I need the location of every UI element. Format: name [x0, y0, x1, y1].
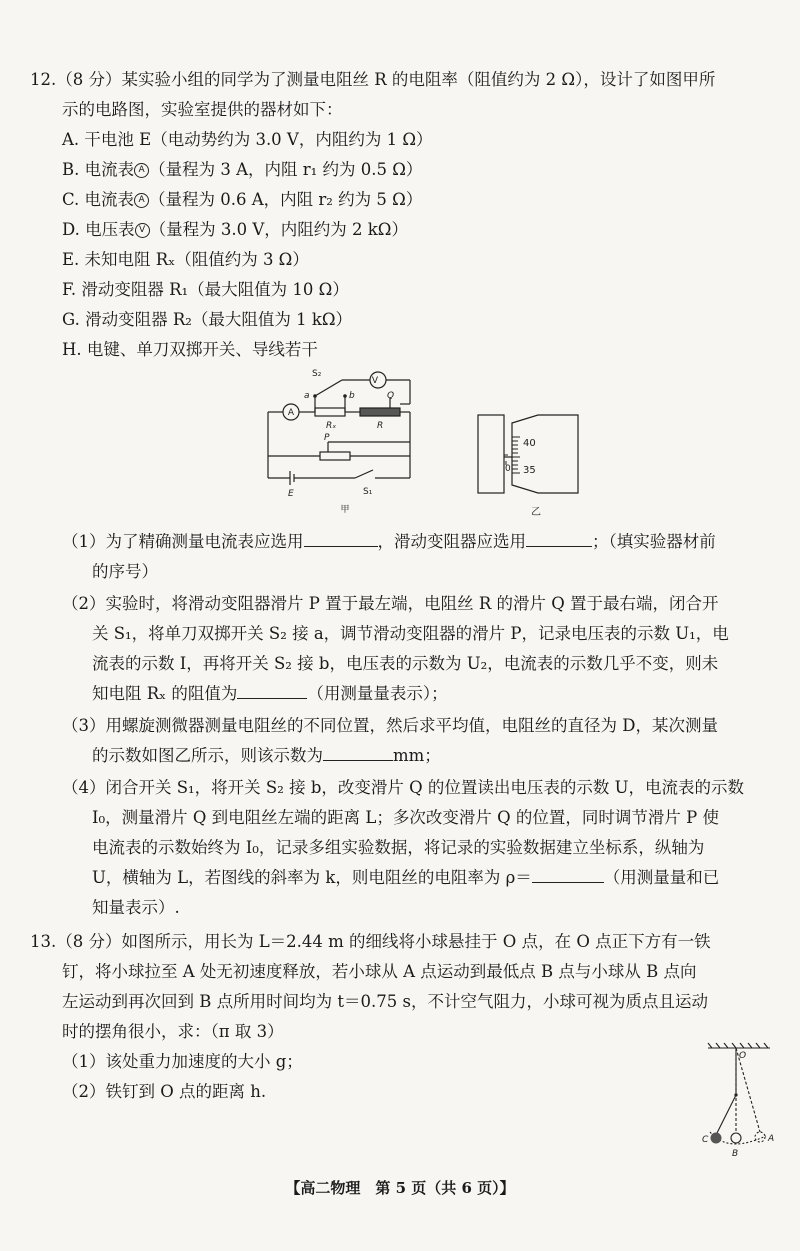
q13-stem-line-1: 13.（8 分）如图所示，用长为 L＝2.44 m 的细线将小球悬挂于 O 点，在 O 点正下方有一铁	[30, 932, 711, 951]
part3-text-b: mm；	[393, 746, 441, 765]
nail	[734, 1093, 737, 1096]
ball-at-b	[731, 1133, 741, 1143]
ammeter-a2-symbol: A	[134, 193, 149, 208]
q12-option-d	[62, 218, 408, 242]
q12-option-c	[62, 188, 422, 212]
label-c-point: C	[702, 1135, 709, 1145]
label-b: b	[349, 391, 355, 401]
label-b-point: B	[732, 1149, 739, 1159]
option-c-label: C. 电流表	[62, 190, 135, 209]
q12-option-a: A. 干电池 E（电动势约为 3.0 V，内阻约为 1 Ω）	[62, 130, 433, 149]
q13-sub-2: （2）铁钉到 O 点的距离 h.	[62, 1082, 267, 1101]
micrometer-thimble	[512, 415, 578, 493]
label-s1: S₁	[363, 487, 373, 497]
q12-part-4-line-4	[92, 866, 719, 890]
q12-stem-line-1: 12.（8 分）某实验小组的同学为了测量电阻丝 R 的电阻率（阻值约为 2 Ω），设计了如图甲所	[30, 70, 716, 89]
answer-blank-rheostat[interactable]	[526, 530, 592, 547]
q12-option-e: E. 未知电阻 Rₓ（阻值约为 3 Ω）	[62, 250, 309, 269]
ammeter-a1-symbol: A	[134, 163, 149, 178]
answer-blank-rx[interactable]	[237, 682, 307, 699]
q12-part-4-line-3: 电流表的示数始终为 I₀，记录多组实验数据，将记录的实验数据建立坐标系，纵轴为	[92, 838, 705, 857]
label-o: O	[739, 1051, 747, 1061]
rheostat	[320, 452, 350, 460]
option-d-text: （量程为 3.0 V，内阻约为 2 kΩ）	[149, 220, 408, 239]
micrometer-tick-40: 40	[523, 438, 536, 449]
q12-part-2-line-3: 流表的示数 I，再将开关 S₂ 接 b，电压表的示数为 U₂，电流表的示数几乎不变，则未	[92, 654, 719, 673]
label-p: P	[324, 433, 330, 443]
label-a: a	[304, 391, 310, 401]
label-r: R	[377, 421, 384, 431]
q12-option-b	[62, 158, 422, 182]
q12-part-2-line-1: （2）实验时，将滑动变阻器滑片 P 置于最左端，电阻丝 R 的滑片 Q 置于最右端，闭合开	[62, 594, 719, 613]
q12-part-4-line-5: 知量表示）.	[92, 898, 180, 917]
q13-stem-line-3: 左运动到再次回到 B 点所用时间均为 t＝0.75 s，不计空气阻力，小球可视为质点且运动	[62, 992, 708, 1011]
micrometer-diagram	[468, 405, 618, 521]
rx-resistor	[315, 408, 345, 416]
q13-stem-line-4: 时的摆角很小，求：（π 取 3）	[62, 1022, 284, 1041]
micrometer-main-zero: 0	[505, 464, 511, 474]
option-b-text: （量程为 3 A，内阻 r₁ 约为 0.5 Ω）	[149, 160, 423, 179]
option-b-label: B. 电流表	[62, 160, 135, 179]
part4-text-a: U，横轴为 L，若图线的斜率为 k，则电阻丝的电阻率为 ρ＝	[92, 868, 532, 887]
part2-text-b: （用测量量表示）；	[307, 684, 448, 703]
part1-text-a: （1）为了精确测量电流表应选用	[62, 532, 304, 551]
ball-at-c	[711, 1133, 722, 1144]
switch-s2	[315, 380, 342, 396]
option-c-text: （量程为 0.6 A，内阻 r₂ 约为 5 Ω）	[149, 190, 423, 209]
part1-text-b: ，滑动变阻器应选用	[377, 532, 526, 551]
q12-part-4-line-2: I₀，测量滑片 Q 到电阻丝左端的距离 L；多次改变滑片 Q 的位置，同时调节滑片 P 使	[92, 808, 719, 827]
label-rx: Rₓ	[326, 421, 337, 431]
voltmeter-symbol: V	[135, 223, 150, 238]
circuit-diagram	[260, 368, 430, 518]
answer-blank-resistivity[interactable]	[532, 866, 604, 883]
ball-at-a	[755, 1132, 765, 1142]
q12-option-h: H. 电键、单刀双掷开关、导线若干	[62, 340, 318, 359]
answer-blank-ammeter[interactable]	[304, 530, 378, 547]
switch-s1	[355, 470, 373, 478]
label-ammeter: A	[287, 408, 295, 418]
q12-option-g: G. 滑动变阻器 R₂（最大阻值为 1 kΩ）	[62, 310, 353, 329]
label-v: V	[371, 376, 379, 386]
micrometer-frame	[478, 415, 504, 493]
q12-part-1-cont: 的序号）	[92, 562, 158, 581]
label-e: E	[288, 489, 294, 499]
label-q: Q	[387, 391, 395, 401]
q12-part-2-line-4	[92, 682, 448, 706]
part2-text-a: 知电阻 Rₓ 的阻值为	[92, 684, 238, 703]
fig-label-jia: 甲	[340, 505, 350, 515]
micrometer-tick-35: 35	[523, 465, 536, 476]
page-footer: 【高二物理 第 5 页（共 6 页）】	[285, 1179, 515, 1197]
q12-part-2-line-2: 关 S₁，将单刀双掷开关 S₂ 接 a，调节滑动变阻器的滑片 P，记录电压表的示数 U₁，电	[92, 624, 729, 643]
q13-stem-line-2: 钉，将小球拉至 A 处无初速度释放，若小球从 A 点运动到最低点 B 点与小球从 B 点向	[62, 962, 697, 981]
q12-part-3-line-1: （3）用螺旋测微器测量电阻丝的不同位置，然后求平均值，电阻丝的直径为 D，某次测量	[62, 716, 718, 735]
string-to-c	[716, 1095, 736, 1135]
q12-part-3-line-2	[92, 744, 441, 768]
q12-part-1	[62, 530, 716, 554]
part4-text-b: （用测量量和已	[603, 868, 720, 887]
label-a-point: A	[768, 1134, 775, 1144]
q12-part-4-line-1: （4）闭合开关 S₁，将开关 S₂ 接 b，改变滑片 Q 的位置读出电压表的示数 U，电流表的示数	[62, 778, 745, 797]
fig-label-yi: 乙	[531, 507, 541, 518]
option-d-label: D. 电压表	[62, 220, 135, 239]
pendulum-diagram	[690, 1040, 790, 1160]
part3-text-a: 的示数如图乙所示，则该示数为	[92, 746, 323, 765]
q12-option-f: F. 滑动变阻器 R₁（最大阻值为 10 Ω）	[62, 280, 349, 299]
part1-text-c: ；（填实验器材前	[592, 532, 716, 551]
q13-sub-1: （1）该处重力加速度的大小 g；	[62, 1052, 303, 1071]
q12-stem-line-2: 示的电路图，实验室提供的器材如下：	[62, 100, 343, 119]
answer-blank-reading[interactable]	[323, 744, 393, 761]
label-s2: S₂	[312, 369, 322, 379]
